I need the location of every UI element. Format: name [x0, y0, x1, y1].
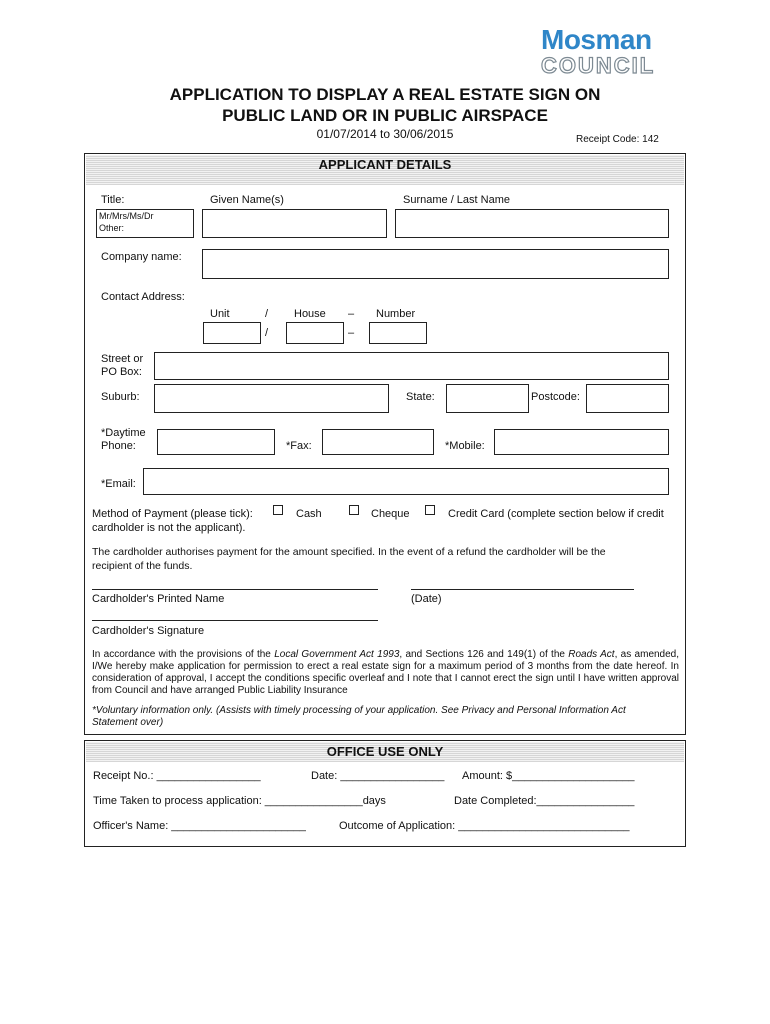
applicant-details-heading: APPLICANT DETAILS [318, 157, 452, 172]
office-use-heading: OFFICE USE ONLY [326, 744, 444, 759]
house-label: House [294, 308, 326, 320]
signature-line[interactable] [92, 620, 378, 621]
fax-label: *Fax: [286, 440, 312, 452]
office-date[interactable]: Date: _________________ [311, 770, 445, 782]
dash-separator-2: – [348, 327, 355, 339]
fax-field[interactable] [322, 429, 434, 455]
date-line[interactable] [411, 589, 634, 590]
amount[interactable]: Amount: $____________________ [462, 770, 635, 782]
title-options-1: Mr/Mrs/Ms/Dr [99, 211, 154, 221]
voluntary-note: *Voluntary information only. (Assists with timely processing of your application. See Privacy and Personal Information Act Statement over) [92, 705, 626, 728]
street-label-line1: Street or [101, 353, 144, 365]
outcome-of-application[interactable]: Outcome of Application: ____________________________ [339, 820, 630, 832]
postcode-field[interactable] [586, 384, 669, 413]
slash-separator-1: / [265, 308, 269, 320]
validity-period: 01/07/2014 to 30/06/2015 [316, 127, 454, 141]
email-field[interactable] [143, 468, 669, 495]
unit-label: Unit [210, 308, 230, 320]
unit-field[interactable] [203, 322, 261, 344]
slash-separator-2: / [265, 327, 269, 339]
suburb-label: Suburb: [101, 391, 140, 403]
local-government-act: Local Government Act 1993 [274, 649, 400, 660]
council-logo-bottom: COUNCIL [541, 53, 656, 78]
surname-field[interactable] [395, 209, 669, 238]
company-name-label: Company name: [101, 251, 182, 263]
number-field[interactable] [369, 322, 427, 344]
date-label: (Date) [411, 593, 442, 605]
declaration-pre: In accordance with the provisions of the [92, 649, 275, 660]
cheque-checkbox[interactable] [349, 505, 359, 515]
printed-name-line[interactable] [92, 589, 378, 590]
receipt-code: Receipt Code: 142 [576, 134, 659, 145]
postcode-label: Postcode: [531, 391, 580, 403]
contact-address-label: Contact Address: [101, 291, 185, 303]
given-name-field[interactable] [202, 209, 387, 238]
daytime-phone-label-line2: Phone: [101, 440, 136, 452]
payment-method-label: Method of Payment (please tick): [92, 508, 253, 520]
suburb-field[interactable] [154, 384, 389, 413]
signature-label: Cardholder's Signature [92, 625, 205, 637]
cash-label: Cash [296, 508, 322, 520]
officer-name[interactable]: Officer's Name: ______________________ [93, 820, 306, 832]
declaration-post: , as amended, I/We hereby make application for permission to erect a real estate sign for a maximum period of 3 months from the date hereof. In consideration of approval, I accept the conditions specific overleaf and I note that I cannot erect the sign until I have written approval from Council and have arranged Public Liability Insurance [92, 649, 680, 696]
street-label-line2: PO Box: [101, 366, 142, 378]
cheque-label: Cheque [371, 508, 410, 520]
authorise-text-line1: The cardholder authorises payment for the amount specified. In the event of a refund the cardholder will be the [92, 546, 606, 558]
form-title-line2: PUBLIC LAND OR IN PUBLIC AIRSPACE [222, 106, 548, 125]
given-name-label: Given Name(s) [210, 194, 284, 206]
daytime-phone-field[interactable] [157, 429, 275, 455]
number-label: Number [376, 308, 416, 320]
mobile-label: *Mobile: [445, 440, 485, 452]
receipt-no[interactable]: Receipt No.: _________________ [93, 770, 261, 782]
email-label: *Email: [101, 478, 136, 490]
dash-separator-1: – [348, 308, 355, 320]
title-options-2: Other: [99, 223, 125, 233]
date-completed[interactable]: Date Completed:________________ [454, 795, 635, 807]
street-field[interactable] [154, 352, 669, 380]
state-label: State: [406, 391, 435, 403]
state-field[interactable] [446, 384, 529, 413]
declaration-text [92, 649, 679, 697]
credit-card-note: cardholder is not the applicant). [92, 522, 246, 534]
title-label: Title: [101, 194, 125, 206]
form-title-line1: APPLICATION TO DISPLAY A REAL ESTATE SIGN ON [169, 85, 601, 104]
mobile-field[interactable] [494, 429, 669, 455]
credit-card-checkbox[interactable] [425, 505, 435, 515]
company-name-field[interactable] [202, 249, 669, 279]
credit-card-label: Credit Card (complete section below if credit [448, 508, 664, 520]
authorise-text-line2: recipient of the funds. [92, 560, 193, 572]
surname-label: Surname / Last Name [403, 194, 510, 206]
council-logo-top: Mosman [541, 24, 652, 55]
printed-name-label: Cardholder's Printed Name [92, 593, 225, 605]
time-taken[interactable]: Time Taken to process application: ________________days [93, 795, 386, 807]
house-field[interactable] [286, 322, 344, 344]
declaration-mid: , and Sections 126 and 149(1) of the [399, 649, 569, 660]
daytime-phone-label-line1: *Daytime [101, 427, 146, 439]
cash-checkbox[interactable] [273, 505, 283, 515]
roads-act: Roads Act [568, 649, 615, 660]
